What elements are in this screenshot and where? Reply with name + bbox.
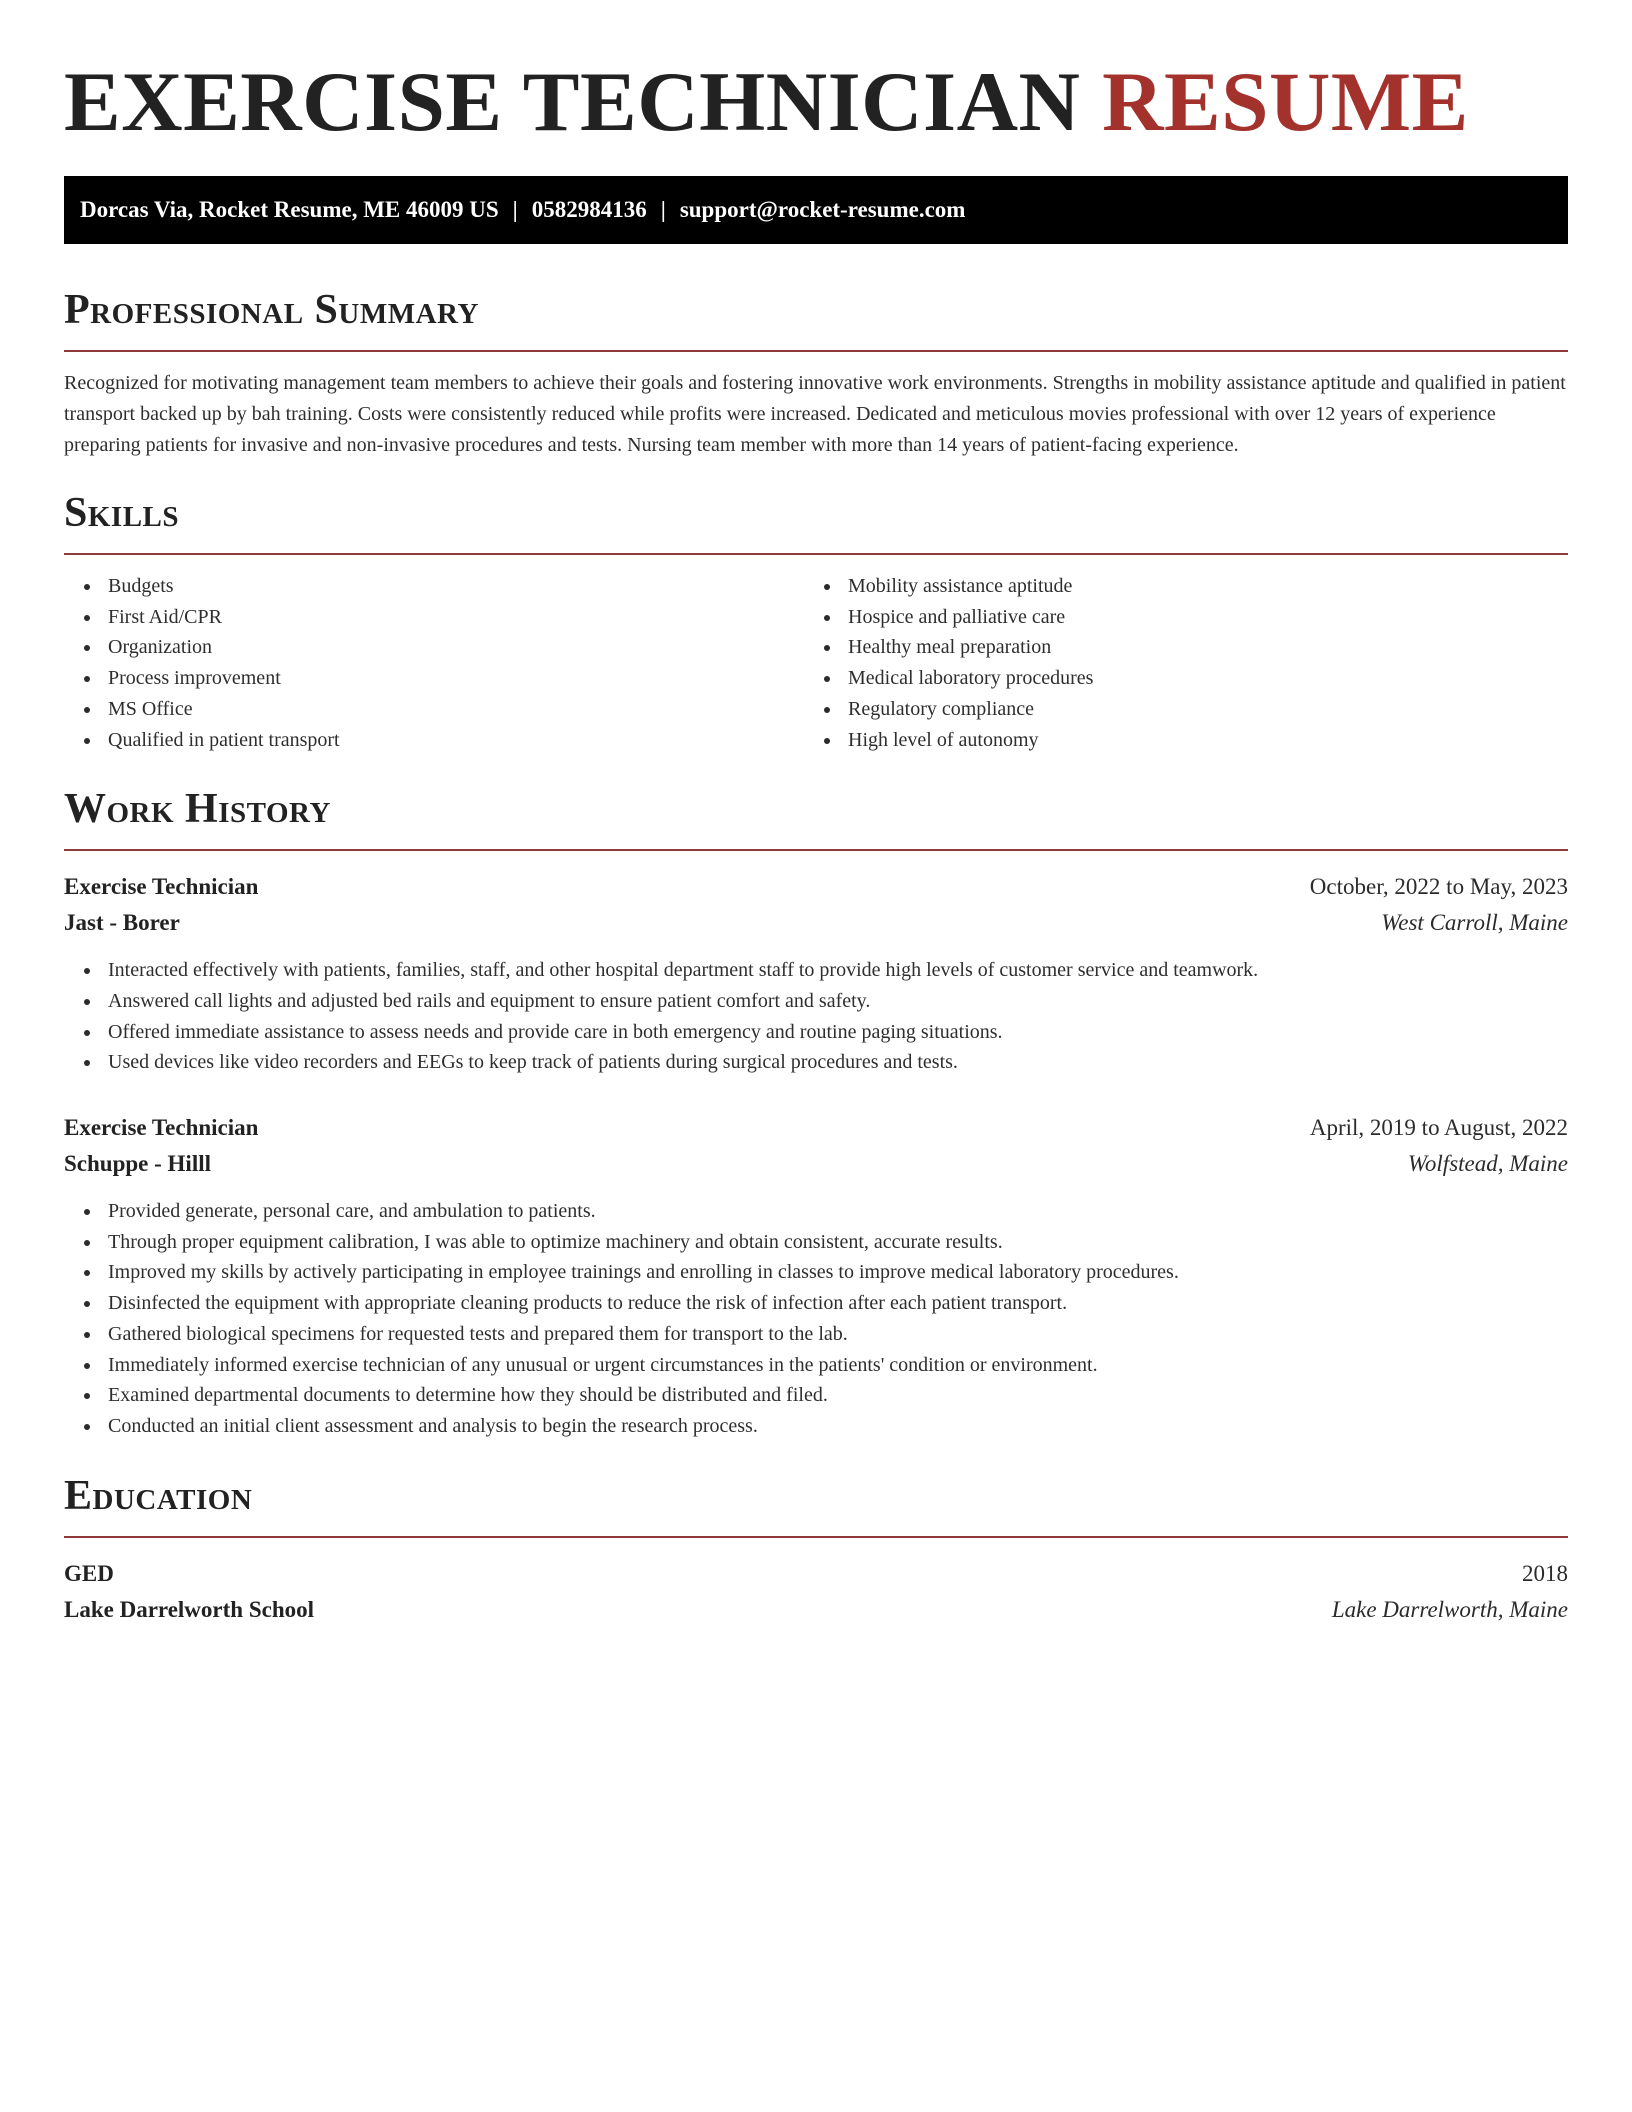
job-company-row — [64, 1146, 1568, 1182]
job-location: West Carroll, Maine — [1381, 910, 1568, 936]
section-divider — [64, 849, 1568, 851]
job-duty: Improved my skills by actively participating in employee trainings and enrolling in classes to improve medical laboratory procedures. — [64, 1257, 1568, 1288]
education-school-row — [64, 1592, 1568, 1628]
title-main: EXERCISE TECHNICIAN — [64, 55, 1081, 149]
summary-heading: Professional Summary — [64, 287, 479, 333]
job-duty: Provided generate, personal care, and ambulation to patients. — [64, 1196, 1568, 1227]
contact-separator: | — [512, 197, 518, 222]
title-accent: RESUME — [1102, 55, 1469, 149]
skill-item: Mobility assistance aptitude — [804, 571, 1544, 602]
skills-list-left — [64, 571, 804, 755]
contact-phone: 0582984136 — [531, 197, 647, 222]
skill-item: MS Office — [64, 694, 804, 725]
skill-item: Budgets — [64, 571, 804, 602]
job-title-row — [64, 1110, 1568, 1146]
skill-item: Healthy meal preparation — [804, 632, 1544, 663]
skills-section — [64, 487, 1568, 755]
contact-address: Dorcas Via, Rocket Resume, ME 46009 US — [80, 197, 499, 222]
job-duty: Interacted effectively with patients, families, staff, and other hospital department staff to provide high levels of customer service and teamwork. — [64, 955, 1568, 986]
section-divider — [64, 350, 1568, 352]
job-entry — [64, 869, 1568, 1078]
job-title: Exercise Technician — [64, 874, 259, 900]
education-degree-row — [64, 1556, 1568, 1592]
job-duty: Through proper equipment calibration, I was able to optimize machinery and obtain consistent, accurate results. — [64, 1227, 1568, 1258]
job-title: Exercise Technician — [64, 1115, 259, 1141]
job-title-row — [64, 869, 1568, 905]
job-company: Jast - Borer — [64, 910, 180, 936]
education-location: Lake Darrelworth, Maine — [1331, 1596, 1568, 1622]
job-duty: Gathered biological specimens for requested tests and prepared them for transport to the lab. — [64, 1319, 1568, 1350]
resume-title — [64, 0, 1568, 148]
education-heading: Education — [64, 1472, 253, 1519]
skill-item: Regulatory compliance — [804, 694, 1544, 725]
work-history-heading: Work History — [64, 786, 331, 833]
skills-heading: Skills — [64, 490, 180, 536]
resume-page — [64, 0, 1568, 1628]
skill-item: Medical laboratory procedures — [804, 663, 1544, 694]
education-entry — [64, 1556, 1568, 1628]
job-duties-list — [64, 1196, 1568, 1442]
summary-section — [64, 284, 1568, 461]
skill-item: Hospice and palliative care — [804, 602, 1544, 633]
education-year: 2018 — [1522, 1560, 1568, 1586]
job-duty: Used devices like video recorders and EEGs to keep track of patients during surgical procedures and tests. — [64, 1047, 1568, 1078]
job-duties-list — [64, 955, 1568, 1078]
skill-item: Qualified in patient transport — [64, 725, 804, 756]
education-section — [64, 1470, 1568, 1628]
job-duty: Conducted an initial client assessment and analysis to begin the research process. — [64, 1411, 1568, 1442]
job-duty: Examined departmental documents to determine how they should be distributed and filed. — [64, 1380, 1568, 1411]
section-divider — [64, 1536, 1568, 1538]
skill-item: High level of autonomy — [804, 725, 1544, 756]
job-duty: Answered call lights and adjusted bed rails and equipment to ensure patient comfort and safety. — [64, 986, 1568, 1017]
job-dates: April, 2019 to August, 2022 — [1309, 1115, 1568, 1141]
section-divider — [64, 553, 1568, 555]
work-history-section — [64, 783, 1568, 1441]
contact-email: support@rocket-resume.com — [679, 197, 966, 222]
contact-separator: | — [660, 197, 666, 222]
education-degree: GED — [64, 1560, 114, 1586]
skill-item: Organization — [64, 632, 804, 663]
skills-columns — [64, 571, 1568, 755]
job-entry — [64, 1110, 1568, 1442]
job-duty: Immediately informed exercise technician of any unusual or urgent circumstances in the patients' condition or environment. — [64, 1350, 1568, 1381]
contact-bar — [64, 176, 1568, 244]
skills-list-right — [804, 571, 1544, 755]
summary-text: Recognized for motivating management team members to achieve their goals and fostering innovative work environments. Strengths in mobility assistance aptitude and qualified in patient transport backed up by bah training. Costs were consistently reduced while profits were increased. Dedicated and meticulous movies professional with over 12 years of experience preparing patients for invasive and non-invasive procedures and tests. Nursing team member with more than 14 years of patient-facing experience. — [64, 372, 1566, 456]
job-company: Schuppe - Hilll — [64, 1151, 211, 1177]
job-location: Wolfstead, Maine — [1407, 1151, 1568, 1177]
job-duty: Disinfected the equipment with appropriate cleaning products to reduce the risk of infection after each patient transport. — [64, 1288, 1568, 1319]
job-dates: October, 2022 to May, 2023 — [1309, 874, 1568, 900]
job-company-row — [64, 905, 1568, 941]
skill-item: First Aid/CPR — [64, 602, 804, 633]
education-school: Lake Darrelworth School — [64, 1596, 315, 1622]
job-duty: Offered immediate assistance to assess needs and provide care in both emergency and routine paging situations. — [64, 1017, 1568, 1048]
skill-item: Process improvement — [64, 663, 804, 694]
